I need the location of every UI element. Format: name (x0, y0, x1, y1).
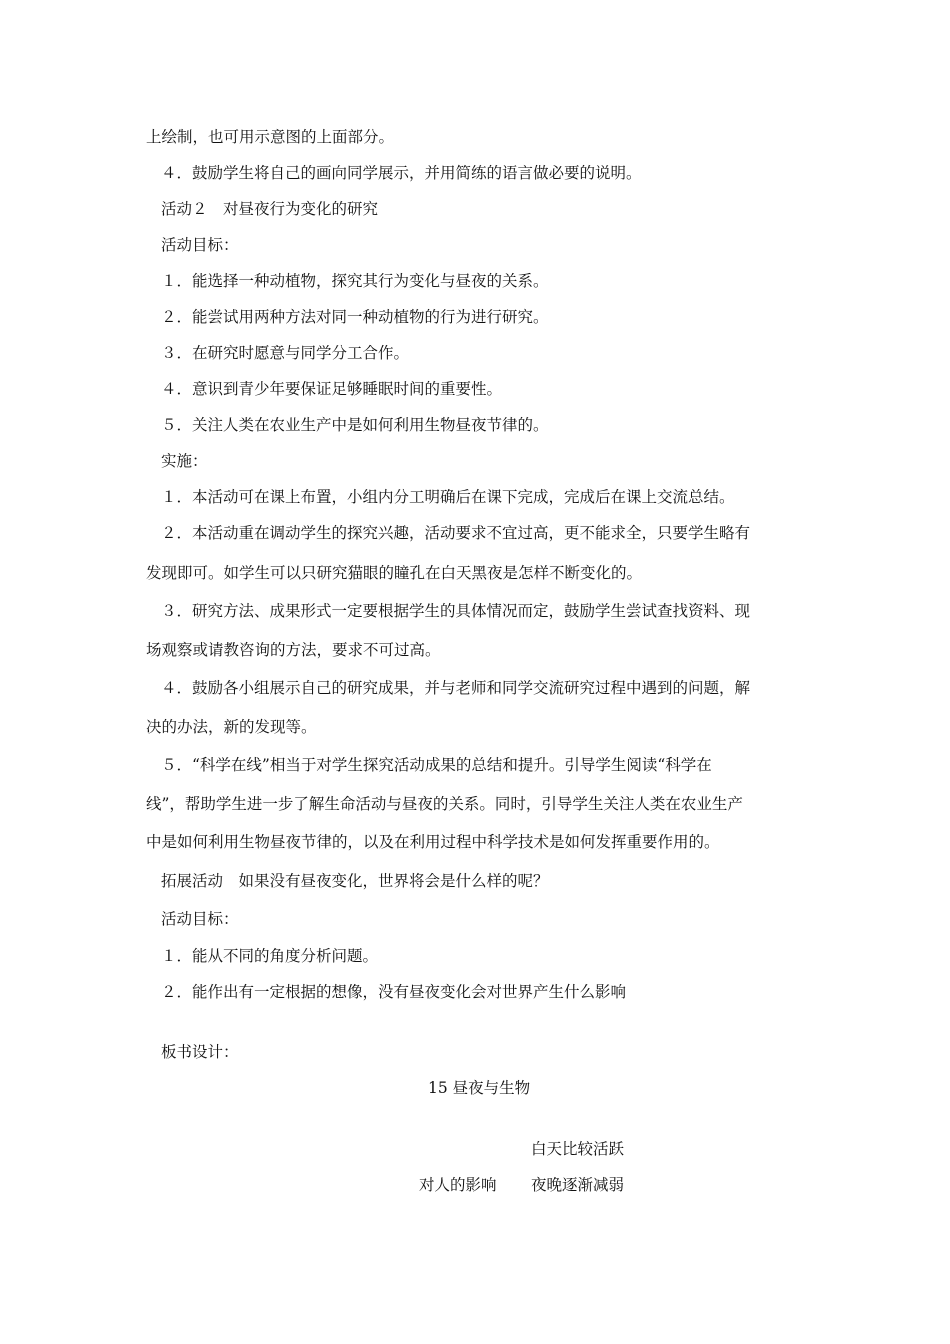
text-line: 决的办法，新的发现等。 (146, 718, 317, 736)
text-line: 上绘制，也可用示意图的上面部分。 (146, 128, 395, 146)
list-item: ２．能作出有一定根据的想像，没有昼夜变化会对世界产生什么影响 (161, 983, 627, 1001)
list-item: ４．鼓励各小组展示自己的研究成果，并与老师和同学交流研究过程中遇到的问题，解 (161, 679, 751, 697)
list-item: ３．在研究时愿意与同学分工合作。 (161, 344, 410, 362)
text-line: 实施： (161, 452, 208, 470)
text-line: 中是如何利用生物昼夜节律的，以及在利用过程中科学技术是如何发挥重要作用的。 (146, 833, 720, 851)
list-item: １．能从不同的角度分析问题。 (161, 947, 379, 965)
text-line: 发现即可。如学生可以只研究猫眼的瞳孔在白天黑夜是怎样不断变化的。 (146, 564, 643, 582)
list-item: ５．“科学在线”相当于对学生探究活动成果的总结和提升。引导学生阅读“科学在 (161, 756, 712, 774)
board-label-effect: 对人的影响 (419, 1176, 497, 1194)
board-item-night: 夜晚逐渐减弱 (531, 1176, 625, 1194)
text-line: ４．鼓励学生将自己的画向同学展示，并用简练的语言做必要的说明。 (161, 164, 642, 182)
text-line: 活动目标： (161, 236, 239, 254)
list-item: １．本活动可在课上布置，小组内分工明确后在课下完成，完成后在课上交流总结。 (161, 488, 735, 506)
text-line: 线”，帮助学生进一步了解生命活动与昼夜的关系。同时，引导学生关注人类在农业生产 (146, 795, 743, 813)
text-line: 场观察或请教咨询的方法，要求不可过高。 (146, 641, 441, 659)
list-item: ２．本活动重在调动学生的探究兴趣，活动要求不宜过高，更不能求全，只要学生略有 (161, 524, 751, 542)
list-item: ５．关注人类在农业生产中是如何利用生物昼夜节律的。 (161, 416, 549, 434)
list-item: ４．意识到青少年要保证足够睡眠时间的重要性。 (161, 380, 503, 398)
section-heading: 拓展活动 如果没有昼夜变化，世界将会是什么样的呢？ (161, 872, 549, 890)
list-item: ２．能尝试用两种方法对同一种动植物的行为进行研究。 (161, 308, 549, 326)
section-heading: 活动２ 对昼夜行为变化的研究 (161, 200, 379, 218)
list-item: １．能选择一种动植物，探究其行为变化与昼夜的关系。 (161, 272, 549, 290)
board-design-heading: 板书设计： (161, 1043, 239, 1061)
board-title: 15 昼夜与生物 (428, 1079, 531, 1097)
text-line: 活动目标： (161, 910, 239, 928)
board-item-day: 白天比较活跃 (531, 1140, 625, 1158)
list-item: ３．研究方法、成果形式一定要根据学生的具体情况而定，鼓励学生尝试查找资料、现 (161, 602, 751, 620)
